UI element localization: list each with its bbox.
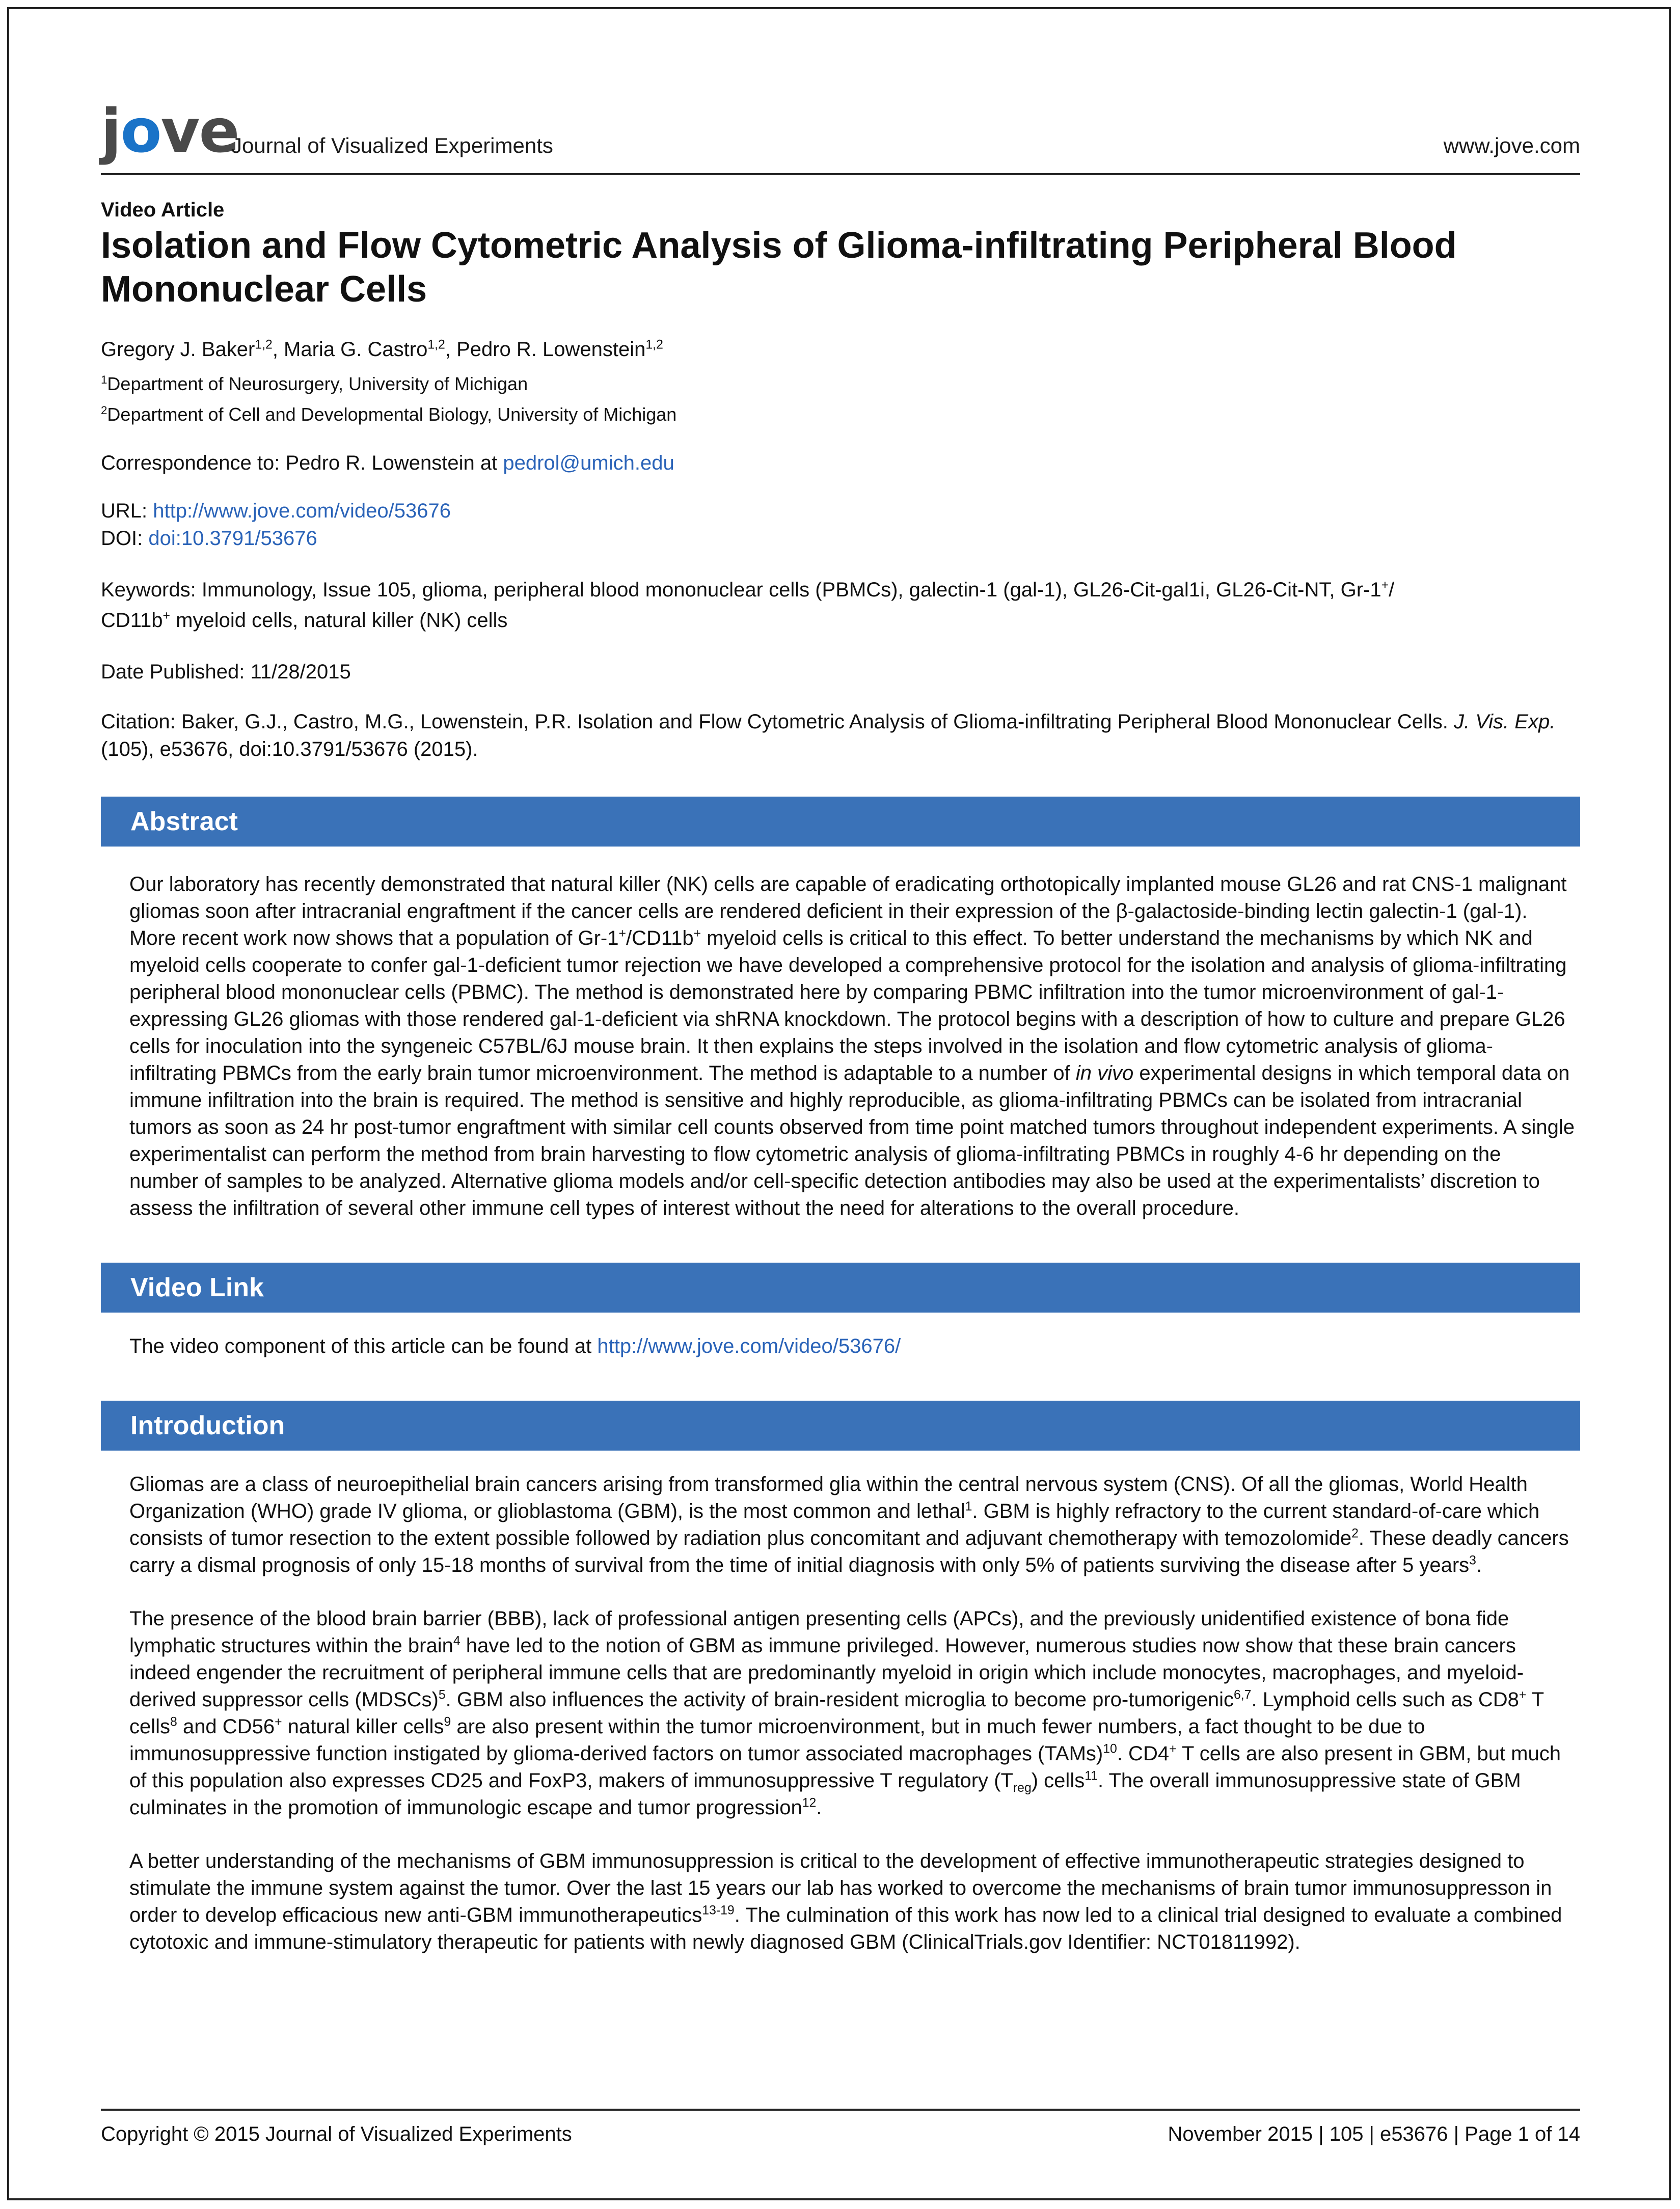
superscript: + xyxy=(275,1715,282,1729)
intro-text: T cells are also present in GBM, but much of this population also expresses CD25 and FoxP3, makers of immunosuppressive T regulatory (T xyxy=(129,1742,1561,1792)
keywords-text: Keywords: Immunology, Issue 105, glioma, peripheral blood mononuclear cells (PBMCs), galectin-1 (gal-1), GL26-Cit-gal1i, GL26-Cit-NT, Gr-1 xyxy=(101,578,1381,601)
intro-text: natural killer cells xyxy=(282,1715,444,1738)
superscript: + xyxy=(618,926,626,941)
article-url-link[interactable]: http://www.jove.com/video/53676 xyxy=(153,499,451,522)
article-identifiers xyxy=(101,497,1580,552)
reference-mark: 6,7 xyxy=(1233,1688,1252,1702)
video-url-link[interactable]: http://www.jove.com/video/53676/ xyxy=(597,1334,901,1357)
intro-text: and CD56 xyxy=(177,1715,275,1738)
intro-paragraph-2 xyxy=(129,1605,1575,1821)
affiliation-text: Department of Cell and Developmental Biology, University of Michigan xyxy=(107,403,677,425)
citation xyxy=(101,708,1580,763)
superscript: + xyxy=(162,609,171,623)
affiliation-text: Department of Neurosurgery, University of Michigan xyxy=(107,373,528,394)
intro-text: A better understanding of the mechanisms of GBM immunosuppression is critical to the development of effective immunotherapeutic strategies designed to stimulate the immune system against the tumor. Over the last 15 years our lab has worked to overcome the mechanisms of brain tumor immunosuppresson in order to develop efficacious new anti-GBM immunotherapeutics xyxy=(129,1849,1552,1926)
title-line-1: Isolation and Flow Cytometric Analysis of Glioma-infiltrating Peripheral Blood xyxy=(101,225,1457,266)
reference-mark: 13-19 xyxy=(702,1903,735,1918)
intro-text: have led to the notion of GBM as immune privileged. However, numerous studies now show that these brain cancers indeed engender the recruitment of peripheral immune cells that are predominantly myeloid in origin which include monocytes, macrophages, and myeloid-derived suppressor cells (MDSCs) xyxy=(129,1634,1524,1711)
reference-mark: 3 xyxy=(1469,1553,1476,1568)
video-link-body xyxy=(101,1333,1580,1360)
italic-text: in vivo xyxy=(1075,1061,1134,1084)
intro-text: Gliomas are a class of neuroepithelial brain cancers arising from transformed glia within the central nervous system (CNS). Of all the gliomas, World Health Organization (WHO) grade IV glioma, or glioblastoma (GBM), is the most common and lethal xyxy=(129,1472,1528,1522)
reference-mark: 4 xyxy=(453,1634,460,1648)
intro-text: are also present within the tumor microenvironment, but in much fewer numbers, a fact thought to be due to immunosuppressive function instigated by glioma-derived factors on tumor associated macrophages (TAMs) xyxy=(129,1715,1425,1765)
intro-text: . Lymphoid cells such as CD8 xyxy=(1251,1688,1519,1711)
correspondence-label: Correspondence to: Pedro R. Lowenstein at xyxy=(101,451,503,474)
page-footer xyxy=(101,2109,1580,2146)
copyright: Copyright © 2015 Journal of Visualized Experiments xyxy=(101,2123,572,2145)
keywords-text: myeloid cells, natural killer (NK) cells xyxy=(170,609,508,632)
intro-text: T cells xyxy=(129,1688,1544,1738)
video-link-paragraph xyxy=(129,1333,1575,1360)
affiliation-number: 1 xyxy=(101,373,107,386)
page-info: November 2015 | 105 | e53676 | Page 1 of 14 xyxy=(1168,2123,1580,2145)
intro-text: . GBM is highly refractory to the current standard-of-care which consists of tumor resection to the extent possible followed by radiation plus concomitant and adjuvant chemotherapy with temozolomide xyxy=(129,1499,1540,1549)
author-name: Gregory J. Baker xyxy=(101,338,255,361)
title-line-2: Mononuclear Cells xyxy=(101,269,427,310)
author-name: Pedro R. Lowenstein xyxy=(456,338,646,361)
reference-mark: 5 xyxy=(438,1688,446,1702)
reference-mark: 12 xyxy=(802,1796,817,1810)
jove-logo[interactable] xyxy=(101,96,239,166)
superscript: + xyxy=(1169,1742,1177,1756)
reference-mark: 1 xyxy=(965,1499,972,1514)
reference-mark: 10 xyxy=(1103,1742,1117,1756)
section-heading-abstract: Abstract xyxy=(101,797,1580,847)
logo-letter-o: o xyxy=(120,96,161,166)
intro-text: . These deadly cancers carry a dismal prognosis of only 15-18 months of survival from the time of initial diagnosis with only 5% of patients surviving the disease after 5 years xyxy=(129,1526,1569,1576)
author-affiliation-mark: 1,2 xyxy=(255,338,273,352)
reference-mark: 8 xyxy=(170,1715,177,1729)
author-affiliation-mark: 1,2 xyxy=(645,338,663,352)
doi-link[interactable]: doi:10.3791/53676 xyxy=(148,527,317,550)
subscript: reg xyxy=(1013,1781,1032,1795)
affiliation-number: 2 xyxy=(101,403,107,417)
section-heading-video-link: Video Link xyxy=(101,1263,1580,1313)
affiliation xyxy=(101,404,1580,425)
abstract-text: myeloid cells is critical to this effect. To better understand the mechanisms by which NK and myeloid cells cooperate to confer gal-1-deficient tumor rejection we have developed a comprehensive protocol for the isolation and analysis of glioma-infiltrating peripheral blood mononuclear cells (PBMC). The method is demonstrated here by comparing PBMC infiltration into the tumor microenvironment of gal-1-expressing GL26 gliomas with those rendered gal-1-deficient via shRNA knockdown. The protocol begins with a description of how to culture and prepare GL26 cells for inoculation into the syngeneic C57BL/6J mouse brain. It then explains the steps involved in the isolation and flow cytometric analysis of glioma-infiltrating PBMCs from the early brain tumor microenvironment. The method is adaptable to a number of xyxy=(129,926,1567,1084)
affiliation xyxy=(101,373,1580,395)
superscript: + xyxy=(693,926,701,941)
intro-paragraph-3 xyxy=(129,1848,1575,1956)
correspondence xyxy=(101,452,1580,475)
article-title xyxy=(101,224,1580,312)
abstract-text: experimental designs in which temporal data on immune infiltration into the brain is required. The method is sensitive and highly reproducible, as glioma-infiltrating PBMCs can be isolated from intracranial tumors as soon as 24 hr post-tumor engraftment with similar cell counts observed from time point matched tumors throughout independent experiments. A single experimentalist can perform the method from brain harvesting to flow cytometric analysis of glioma-infiltrating PBMCs in roughly 4-6 hr depending on the number of samples to be analyzed. Alternative glioma models and/or cell-specific detection antibodies may also be used at the experimentalists’ discretion to assess the infiltration of several other immune cell types of interest without the need for alterations to the overall procedure. xyxy=(129,1061,1575,1219)
abstract-text: Our laboratory has recently demonstrated that natural killer (NK) cells are capable of eradicating orthotopically implanted mouse GL26 and rat CNS-1 malignant gliomas soon after intracranial engraftment if the cancer cells are rendered deficient in their expression of the β-galactoside-binding lectin galectin-1 (gal-1). More recent work now shows that a population of Gr-1 xyxy=(129,872,1567,949)
intro-text: . GBM also influences the activity of brain-resident microglia to become pro-tumorigenic xyxy=(445,1688,1234,1711)
reference-mark: 9 xyxy=(444,1715,451,1729)
introduction-body xyxy=(101,1471,1580,1956)
abstract-paragraph xyxy=(129,871,1575,1222)
keywords-text: / xyxy=(1389,578,1395,601)
citation-journal: J. Vis. Exp. xyxy=(1453,710,1556,733)
doi-label: DOI: xyxy=(101,527,149,550)
intro-text: . The culmination of this work has now led to a clinical trial designed to evaluate a combined cytotoxic and immune-stimulatory therapeutic for patients with newly diagnosed GBM (ClinicalTrials.gov Identifier: NCT01811992). xyxy=(129,1903,1562,1953)
logo-letters-ve: ve xyxy=(160,96,239,166)
citation-text: Citation: Baker, G.J., Castro, M.G., Lowenstein, P.R. Isolation and Flow Cytometric Analysis of Glioma-infiltrating Peripheral Blood Mononuclear Cells. xyxy=(101,710,1454,733)
correspondence-email-link[interactable]: pedrol@umich.edu xyxy=(503,451,674,474)
doi-line xyxy=(101,525,1580,552)
intro-text: The presence of the blood brain barrier (BBB), lack of professional antigen presenting cells (APCs), and the previously unidentified existence of bona fide lymphatic structures within the brain xyxy=(129,1607,1509,1657)
abstract-body xyxy=(101,871,1580,1222)
intro-text: . xyxy=(1476,1553,1482,1576)
journal-header xyxy=(101,97,1580,175)
author-name: Maria G. Castro xyxy=(284,338,428,361)
article-page xyxy=(101,97,1580,1956)
intro-text: . The overall immunosuppressive state of GBM culminates in the promotion of immunologic escape and tumor progression xyxy=(129,1769,1521,1819)
superscript: + xyxy=(1381,578,1389,592)
article-type: Video Article xyxy=(101,199,225,221)
keywords xyxy=(101,575,1580,636)
reference-mark: 11 xyxy=(1085,1769,1098,1783)
superscript: + xyxy=(1519,1688,1527,1702)
citation-text: (105), e53676, doi:10.3791/53676 (2015). xyxy=(101,738,478,760)
intro-text: . CD4 xyxy=(1117,1742,1170,1765)
site-url[interactable]: www.jove.com xyxy=(1443,133,1580,157)
url-label: URL: xyxy=(101,499,153,522)
logo-letter-j: j xyxy=(101,96,121,166)
intro-text: . xyxy=(816,1796,822,1819)
intro-paragraph-1 xyxy=(129,1471,1575,1579)
journal-name: Journal of Visualized Experiments xyxy=(231,133,553,157)
keywords-text: CD11b xyxy=(101,609,163,632)
intro-text: ) cells xyxy=(1031,1769,1085,1792)
video-link-text: The video component of this article can be found at xyxy=(129,1334,598,1357)
abstract-text: /CD11b xyxy=(626,926,694,949)
author-list: Gregory J. Baker$^{1,2}$, Maria G. Castro$^{1,2}$, Pedro R. Lowenstein$^{1,2}$ xyxy=(101,338,663,361)
date-published: Date Published: 11/28/2015 xyxy=(101,660,351,683)
author-affiliation-mark: 1,2 xyxy=(427,338,445,352)
url-line xyxy=(101,497,1580,525)
section-heading-introduction: Introduction xyxy=(101,1401,1580,1451)
reference-mark: 2 xyxy=(1351,1526,1359,1541)
